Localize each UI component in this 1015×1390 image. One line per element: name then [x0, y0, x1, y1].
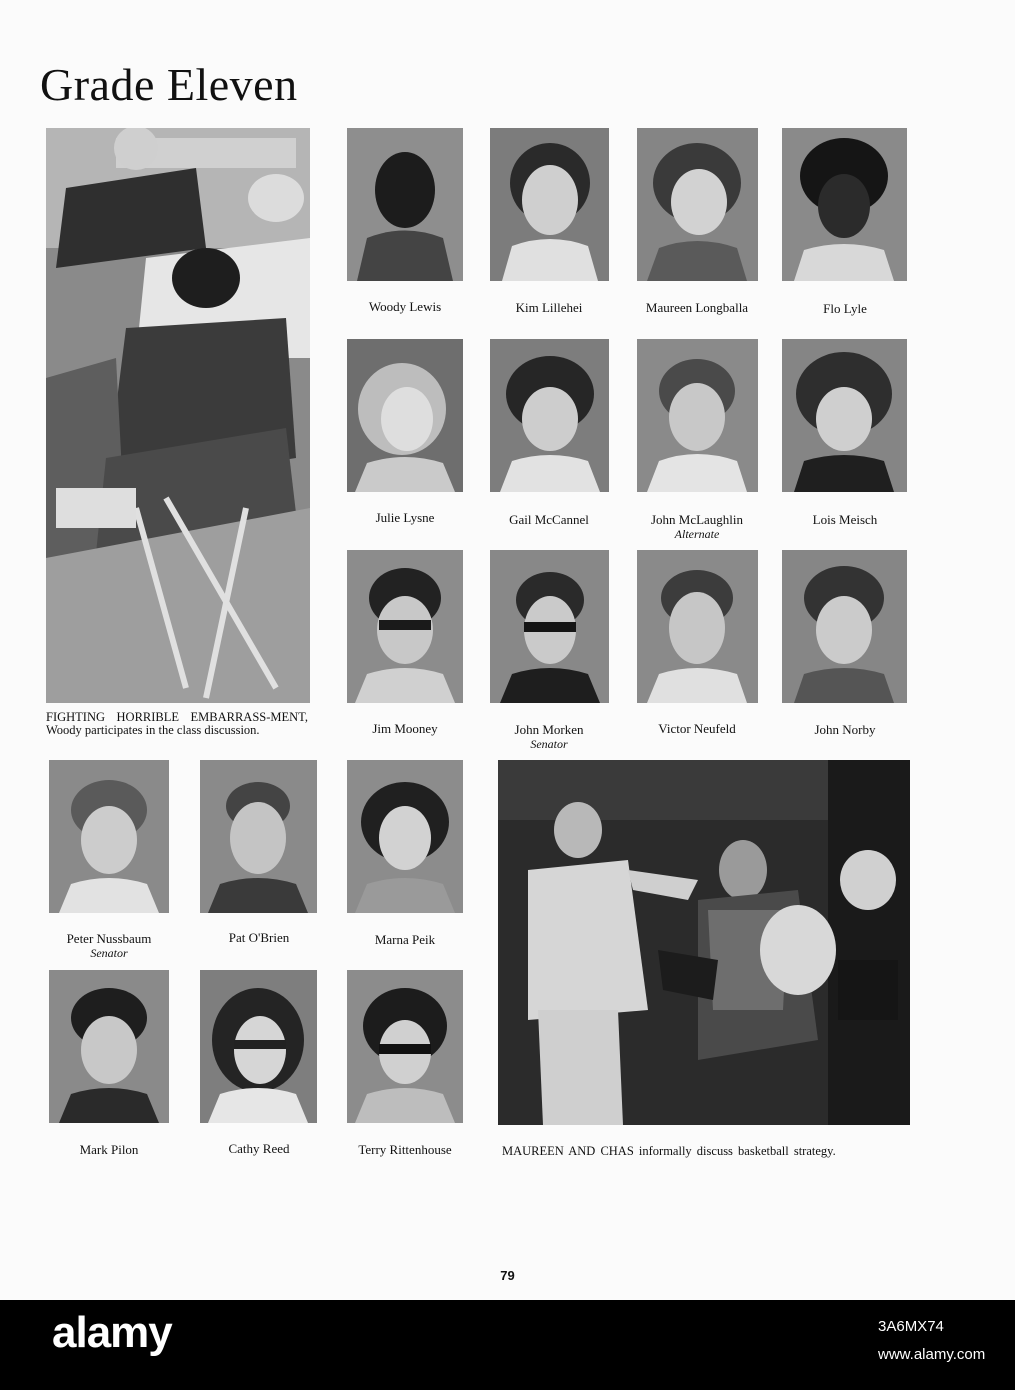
portrait-terry-rittenhouse [347, 970, 463, 1123]
basketball-discussion-photo [498, 760, 910, 1125]
student-name: Victor Neufeld [658, 721, 736, 736]
classroom-photo [46, 128, 310, 703]
student-name: Mark Pilon [79, 1142, 139, 1157]
student-role: Alternate [674, 527, 720, 541]
image-id: 3A6MX74 [878, 1318, 944, 1335]
portrait-cathy-reed [200, 970, 317, 1123]
student-role: Senator [90, 946, 128, 960]
portrait-john-norby [782, 550, 907, 703]
student-name: Gail McCannel [509, 512, 589, 527]
student-name: Maureen Longballa [645, 300, 749, 315]
site-url: www.alamy.com [878, 1346, 986, 1363]
portrait-victor-neufeld [637, 550, 758, 703]
portrait-peter-nussbaum [49, 760, 169, 913]
portrait-kim-lillehei [490, 128, 609, 281]
page-number: 79 [500, 1268, 515, 1283]
portrait-john-mclaughlin [637, 339, 758, 492]
student-name: Marna Peik [374, 932, 436, 947]
portrait-woody-lewis [347, 128, 463, 281]
student-name: Jim Mooney [372, 721, 438, 736]
student-name: Flo Lyle [823, 301, 867, 316]
portrait-gail-mccannel [490, 339, 609, 492]
portrait-maureen-longballa [637, 128, 758, 281]
portrait-lois-meisch [782, 339, 907, 492]
student-name: John McLaughlin Alternate [627, 513, 767, 541]
student-name: Julie Lysne [375, 510, 435, 525]
classroom-caption: FIGHTING HORRIBLE EMBARRASS-MENT, Woody participates in the class discussion. [46, 710, 308, 737]
student-name: Peter Nussbaum Senator [39, 932, 179, 960]
portrait-jim-mooney [347, 550, 463, 703]
student-name: Woody Lewis [368, 299, 442, 314]
student-name: Pat O'Brien [228, 930, 290, 945]
portrait-julie-lysne [347, 339, 463, 492]
basketball-caption: MAUREEN AND CHAS informally discuss basketball strategy. [502, 1144, 836, 1158]
student-name: Cathy Reed [228, 1141, 290, 1156]
portrait-marna-peik [347, 760, 463, 913]
student-name: Terry Rittenhouse [358, 1142, 452, 1157]
student-name: Lois Meisch [812, 512, 878, 527]
student-name: John Norby [814, 722, 876, 737]
portrait-pat-obrien [200, 760, 317, 913]
student-name: Kim Lillehei [515, 300, 583, 315]
student-role: Senator [530, 737, 568, 751]
portrait-flo-lyle [782, 128, 907, 281]
student-name: John Morken Senator [479, 723, 619, 751]
alamy-logo: alamy [52, 1308, 172, 1357]
portrait-mark-pilon [49, 970, 169, 1123]
page-title: Grade Eleven [40, 59, 298, 110]
portrait-john-morken [490, 550, 609, 703]
